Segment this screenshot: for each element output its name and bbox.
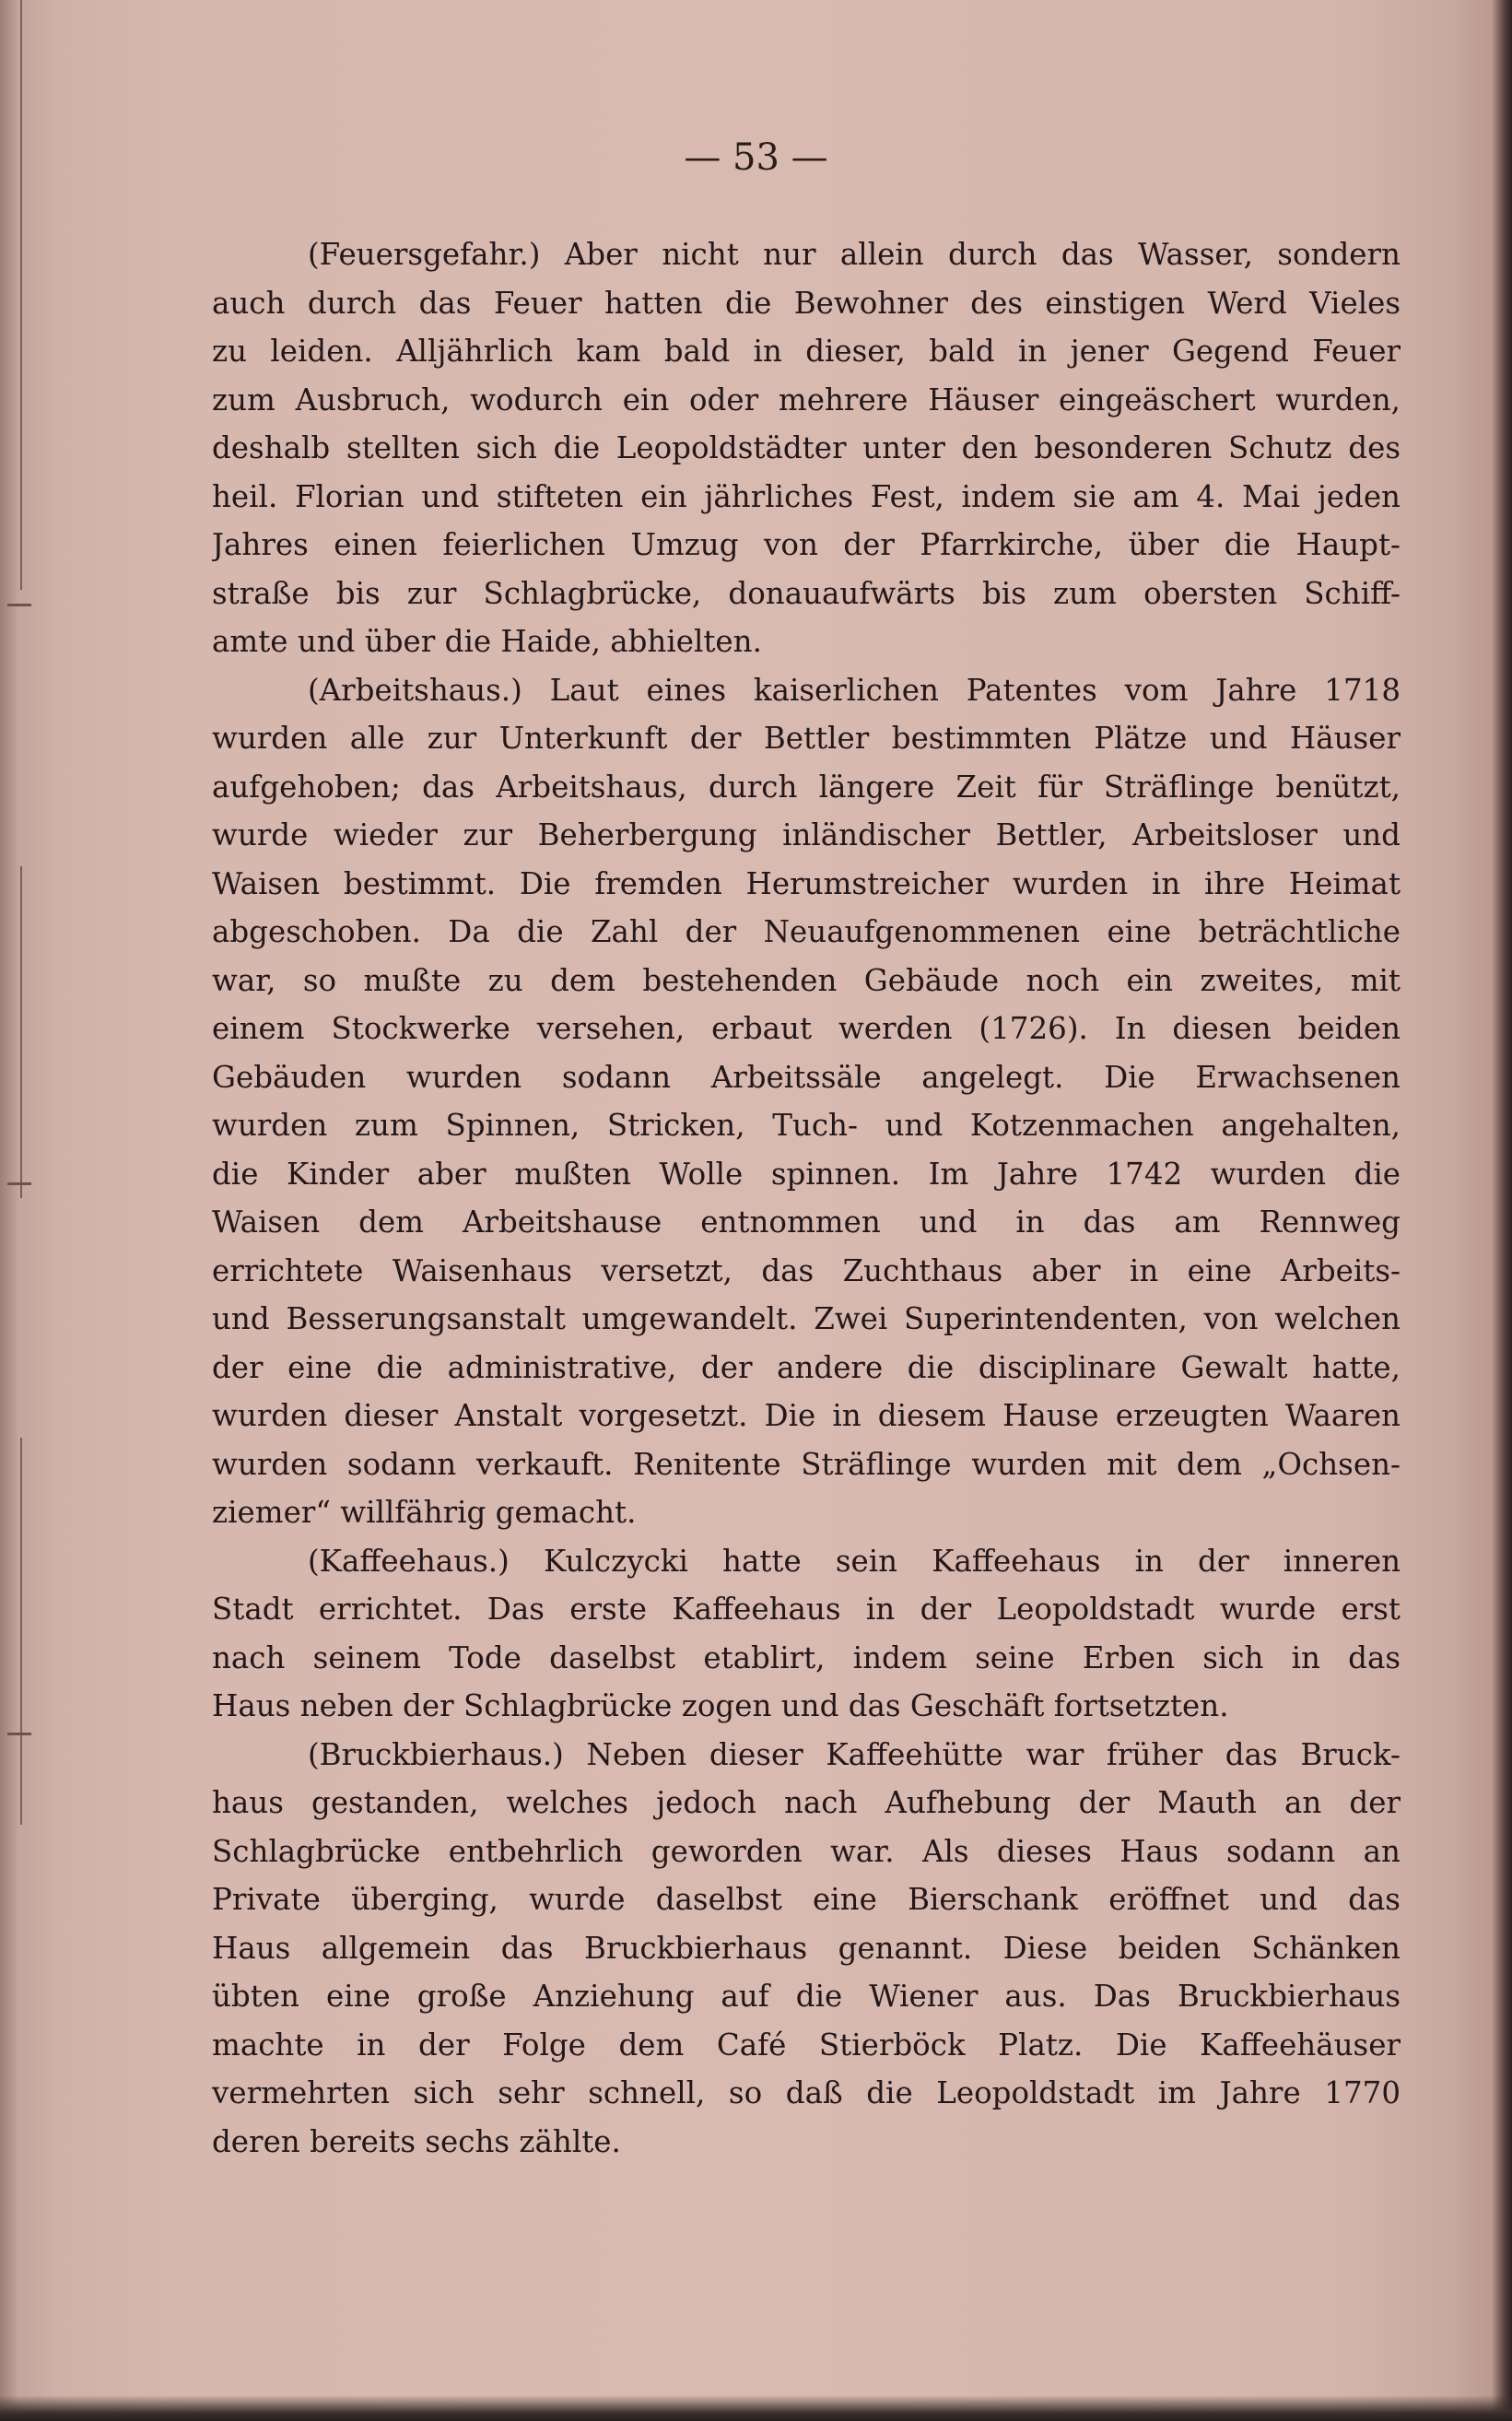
page-number: — 53 — [684,136,828,179]
text-line: Private überging, wurde daselbst eine Bierschank eröffnet und das [212,1882,1401,1917]
paragraph-feuersgefahr [212,230,1401,666]
text-line: übten eine große Anziehung auf die Wiener aus. Das Bruckbierhaus [212,1979,1401,2014]
text-line: wurden zum Spinnen, Stricken, Tuch- und Kotzenmachen angehalten, [212,1108,1401,1143]
text-line: ziemer“ willfährig gemacht. [212,1495,637,1530]
text-line: straße bis zur Schlagbrücke, donauaufwärts bis zum obersten Schiff- [212,575,1401,611]
gutter-shadow [0,0,18,2421]
text-line: und Besserungsanstalt umgewandelt. Zwei Superintendenten, von welchen [212,1301,1401,1336]
text-line: heil. Florian und stifteten ein jährliches Fest, indem sie am 4. Mai jeden [212,478,1401,514]
text-line: abgeschoben. Da die Zahl der Neuaufgenommenen eine beträchtliche [212,914,1401,949]
text-line: (Kaffeehaus.) Kulczycki hatte sein Kaffeehaus in der inneren [308,1543,1401,1579]
text-line: aufgehoben; das Arbeitshaus, durch längere Zeit für Sträflinge benützt, [212,769,1401,805]
spine-thread [20,866,22,1198]
page-edge-bottom [0,2395,1512,2421]
spine-thread [20,0,22,590]
text-line: (Bruckbierhaus.) Neben dieser Kaffeehütte war früher das Bruck- [308,1736,1401,1772]
text-line: der eine die administrative, der andere die disciplinare Gewalt hatte, [212,1349,1401,1385]
text-line: war, so mußte zu dem bestehenden Gebäude noch ein zweites, mit [212,962,1401,998]
text-line: (Feuersgefahr.) Aber nicht nur allein durch das Wasser, sondern [308,237,1401,272]
text-line: amte und über die Haide, abhielten. [212,624,762,659]
text-line: auch durch das Feuer hatten die Bewohner des einstigen Werd Vieles [212,285,1401,321]
text-line: haus gestanden, welches jedoch nach Aufhebung der Mauth an der [212,1785,1401,1820]
paragraph-arbeitshaus [212,666,1401,1537]
text-line: Jahres einen feierlichen Umzug von der Pfarrkirche, über die Haupt- [212,527,1401,562]
spine-stitch [7,604,31,606]
body-text [212,230,1401,2166]
spine-thread [20,1438,22,1825]
text-line: Haus neben der Schlagbrücke zogen und das Geschäft fortsetzten. [212,1688,1229,1723]
text-line: die Kinder aber mußten Wolle spinnen. Im Jahre 1742 wurden die [212,1156,1401,1192]
text-line: Waisen bestimmt. Die fremden Herumstreicher wurden in ihre Heimat [212,865,1401,901]
text-line: Schlagbrücke entbehrlich geworden war. Als dieses Haus sodann an [212,1833,1401,1869]
text-line: einem Stockwerke versehen, erbaut werden (1726). In diesen beiden [212,1011,1401,1046]
text-line: (Arbeitshaus.) Laut eines kaiserlichen Patentes vom Jahre 1718 [308,672,1401,708]
text-line: nach seinem Tode daselbst etablirt, indem seine Erben sich in das [212,1639,1401,1675]
text-line: deren bereits sechs zählte. [212,2123,621,2159]
text-line: zu leiden. Alljährlich kam bald in dieser, bald in jener Gegend Feuer [212,334,1401,369]
text-line: wurden sodann verkauft. Renitente Sträflinge wurden mit dem „Ochsen- [212,1446,1401,1482]
text-line: Stadt errichtet. Das erste Kaffeehaus in der Leopoldstadt wurde erst [212,1592,1401,1627]
text-line: wurde wieder zur Beherbergung inländischer Bettler, Arbeitsloser und [212,817,1401,852]
text-line: Gebäuden wurden sodann Arbeitssäle angelegt. Die Erwachsenen [212,1059,1401,1095]
spine-stitch [7,1182,31,1185]
paragraph-bruckbierhaus [212,1731,1401,2167]
text-line: zum Ausbruch, wodurch ein oder mehrere Häuser eingeäschert wurden, [212,382,1401,417]
paragraph-kaffeehaus [212,1537,1401,1731]
spine-stitch [7,1733,31,1735]
text-line: deshalb stellten sich die Leopoldstädter unter den besonderen Schutz des [212,430,1401,465]
text-line: errichtete Waisenhaus versetzt, das Zuchthaus aber in eine Arbeits- [212,1252,1401,1288]
text-line: vermehrten sich sehr schnell, so daß die Leopoldstadt im Jahre 1770 [212,2075,1401,2110]
text-line: machte in der Folge dem Café Stierböck Platz. Die Kaffeehäuser [212,2027,1401,2063]
page-edge-right [1492,0,1512,2421]
text-line: Waisen dem Arbeitshause entnommen und in das am Rennweg [212,1205,1401,1240]
text-line: wurden dieser Anstalt vorgesetzt. Die in diesem Hause erzeugten Waaren [212,1398,1401,1433]
text-line: Haus allgemein das Bruckbierhaus genannt. Diese beiden Schänken [212,1930,1401,1966]
text-line: wurden alle zur Unterkunft der Bettler bestimmten Plätze und Häuser [212,721,1401,756]
